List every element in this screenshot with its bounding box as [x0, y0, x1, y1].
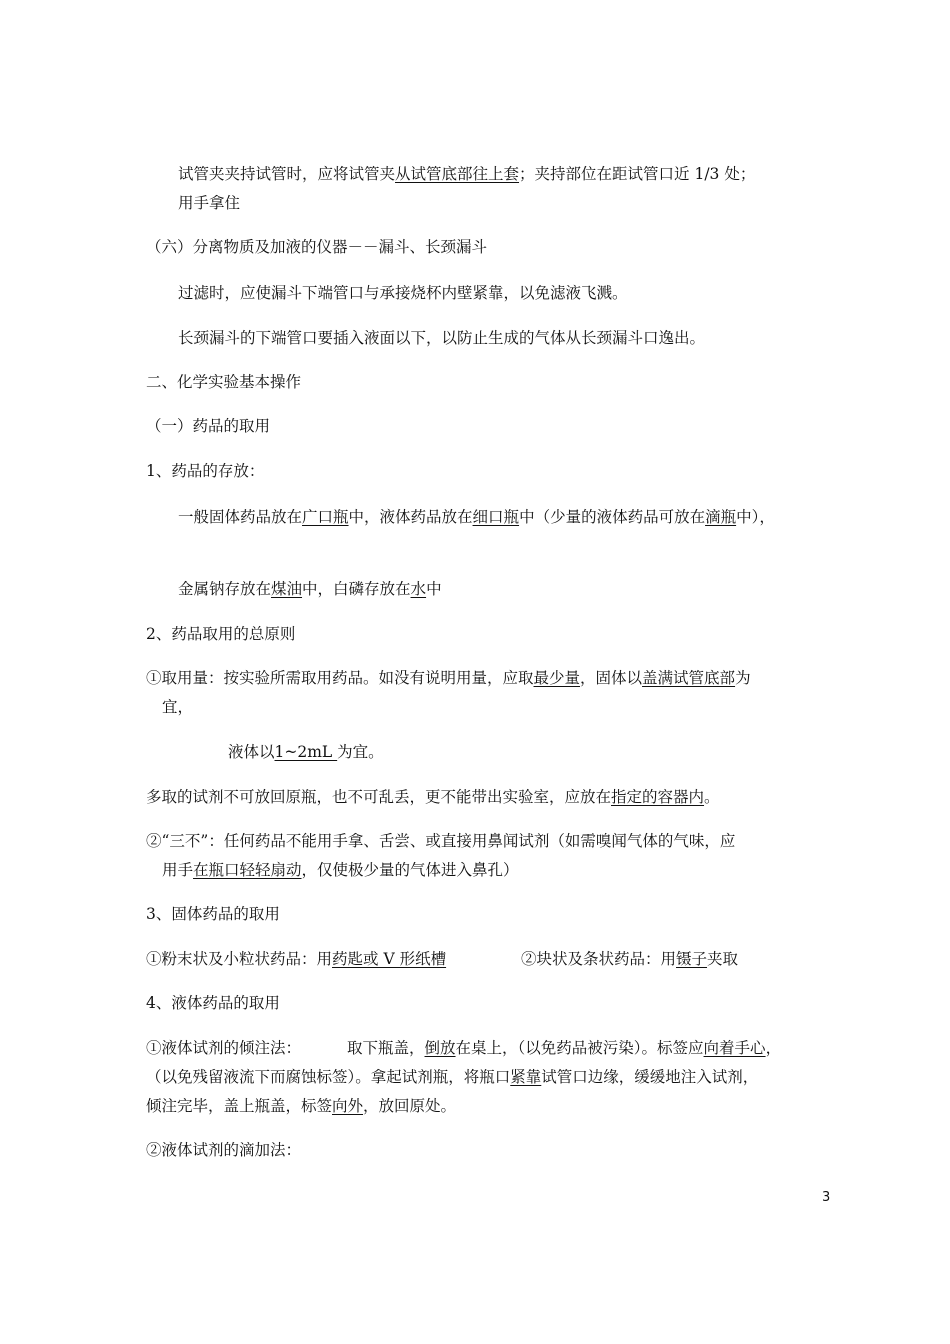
- page-number: 3: [822, 1190, 831, 1205]
- text-line: [178, 192, 240, 214]
- text-run: 3、固体药品的取用: [146, 905, 280, 923]
- underlined-answer: 1~2mL: [274, 743, 338, 761]
- text-run: 宜，: [162, 698, 194, 716]
- text-line: [162, 859, 519, 881]
- text-run: 过滤时，应使漏斗下端管口与承接烧杯内壁紧靠，以免滤液飞溅。: [178, 284, 628, 302]
- text-run: 1、药品的存放：: [146, 462, 265, 480]
- text-run: ，: [765, 1039, 782, 1057]
- text-run: 中: [426, 580, 442, 598]
- text-run: 液体以: [228, 743, 275, 761]
- underlined-answer: 最少量: [533, 669, 581, 687]
- underlined-answer: 向外: [332, 1097, 364, 1115]
- underlined-answer: 向着手心: [703, 1039, 766, 1057]
- underlined-answer: 盖满试管底部: [642, 669, 736, 687]
- text-run: 一般固体药品放在: [178, 508, 303, 526]
- text-run: 为宜。: [337, 743, 384, 761]
- text-run: ，仅使极少量的气体进入鼻孔）: [301, 861, 519, 879]
- text-run: 在桌上，（以免药品被污染）。标签应: [455, 1039, 704, 1057]
- section-heading: [146, 992, 280, 1014]
- text-line: [178, 506, 775, 528]
- section-heading: [146, 371, 301, 393]
- text-line: [146, 1139, 301, 1161]
- text-run: ，放回原处。: [363, 1097, 457, 1115]
- text-line: [228, 741, 384, 763]
- underlined-answer: 镊子: [676, 950, 708, 968]
- text-line: [178, 327, 705, 349]
- text-run: 2、药品取用的总原则: [146, 625, 296, 643]
- text-run: ；夹持部位在距试管口近 1/3 处；: [519, 165, 756, 183]
- text-line: [146, 786, 720, 808]
- text-line: [146, 1095, 456, 1117]
- text-line: [146, 830, 735, 852]
- underlined-answer: 紧靠: [510, 1068, 542, 1086]
- text-line: [146, 948, 446, 970]
- text-run: 中（少量的液体药品可放在: [519, 508, 706, 526]
- text-run: 长颈漏斗的下端管口要插入液面以下，以防止生成的气体从长颈漏斗口逸出。: [178, 329, 706, 347]
- underlined-answer: 煤油: [271, 580, 303, 598]
- text-run: 夹取: [707, 950, 739, 968]
- text-run: 试管口边缘，缓缓地注入试剂，: [541, 1068, 759, 1086]
- section-heading: [146, 903, 280, 925]
- text-run: 倾注完毕，盖上瓶盖，标签: [146, 1097, 333, 1115]
- text-run: ①取用量：按实验所需取用药品。如没有说明用量，应取: [146, 669, 534, 687]
- text-line: [347, 1037, 781, 1059]
- text-run: （六）分离物质及加液的仪器－－漏斗、长颈漏斗: [146, 238, 488, 256]
- text-line: [178, 282, 628, 304]
- text-run: ②块状及条状药品：用: [521, 950, 677, 968]
- text-run: 中，液体药品放在: [348, 508, 473, 526]
- underlined-answer: 滴瓶: [705, 508, 737, 526]
- underlined-answer: 药匙或 V 形纸槽: [332, 950, 447, 968]
- text-line: [146, 1037, 301, 1059]
- text-run: 多取的试剂不可放回原瓶，也不可乱丢，更不能带出实验室，应放在: [146, 788, 612, 806]
- text-run: ①液体试剂的倾注法：: [146, 1039, 302, 1057]
- text-run: 用手: [162, 861, 194, 879]
- underlined-answer: 在瓶口轻轻扇动: [193, 861, 302, 879]
- text-run: ②液体试剂的滴加法：: [146, 1141, 302, 1159]
- text-run: 。: [704, 788, 720, 806]
- text-run: （一）药品的取用: [146, 417, 271, 435]
- section-heading: [146, 236, 487, 258]
- text-line: [178, 163, 755, 185]
- text-run: 二、化学实验基本操作: [146, 373, 302, 391]
- text-line: [178, 578, 442, 600]
- text-line: [162, 696, 193, 718]
- underlined-answer: 广口瓶: [302, 508, 349, 526]
- section-heading: [146, 623, 295, 645]
- section-heading: [146, 460, 264, 482]
- text-line: [146, 667, 751, 689]
- underlined-answer: 水: [410, 580, 427, 598]
- text-run: 取下瓶盖，: [347, 1039, 425, 1057]
- underlined-answer: 指定的容器内: [611, 788, 705, 806]
- underlined-answer: 倒放: [424, 1039, 456, 1057]
- text-run: 中），: [736, 508, 775, 526]
- text-run: 为: [735, 669, 751, 687]
- section-heading: [146, 415, 270, 437]
- text-run: 4、液体药品的取用: [146, 994, 280, 1012]
- text-run: ②“三不”：任何药品不能用手拿、舌尝、或直接用鼻闻试剂（如需嗅闻气体的气味，应: [146, 832, 736, 850]
- text-run: ，固体以: [580, 669, 643, 687]
- text-line: [521, 948, 738, 970]
- underlined-answer: 细口瓶: [472, 508, 520, 526]
- text-run: ①粉末状及小粒状药品：用: [146, 950, 333, 968]
- text-run: 试管夹夹持试管时，应将试管夹: [178, 165, 396, 183]
- text-run: （以免残留液流下而腐蚀标签）。拿起试剂瓶，将瓶口: [146, 1068, 511, 1086]
- text-run: 金属钠存放在: [178, 580, 272, 598]
- text-run: 中，白磷存放在: [302, 580, 411, 598]
- text-run: 用手拿住: [178, 194, 241, 212]
- underlined-answer: 从试管底部往上套: [395, 165, 520, 183]
- text-line: [146, 1066, 758, 1088]
